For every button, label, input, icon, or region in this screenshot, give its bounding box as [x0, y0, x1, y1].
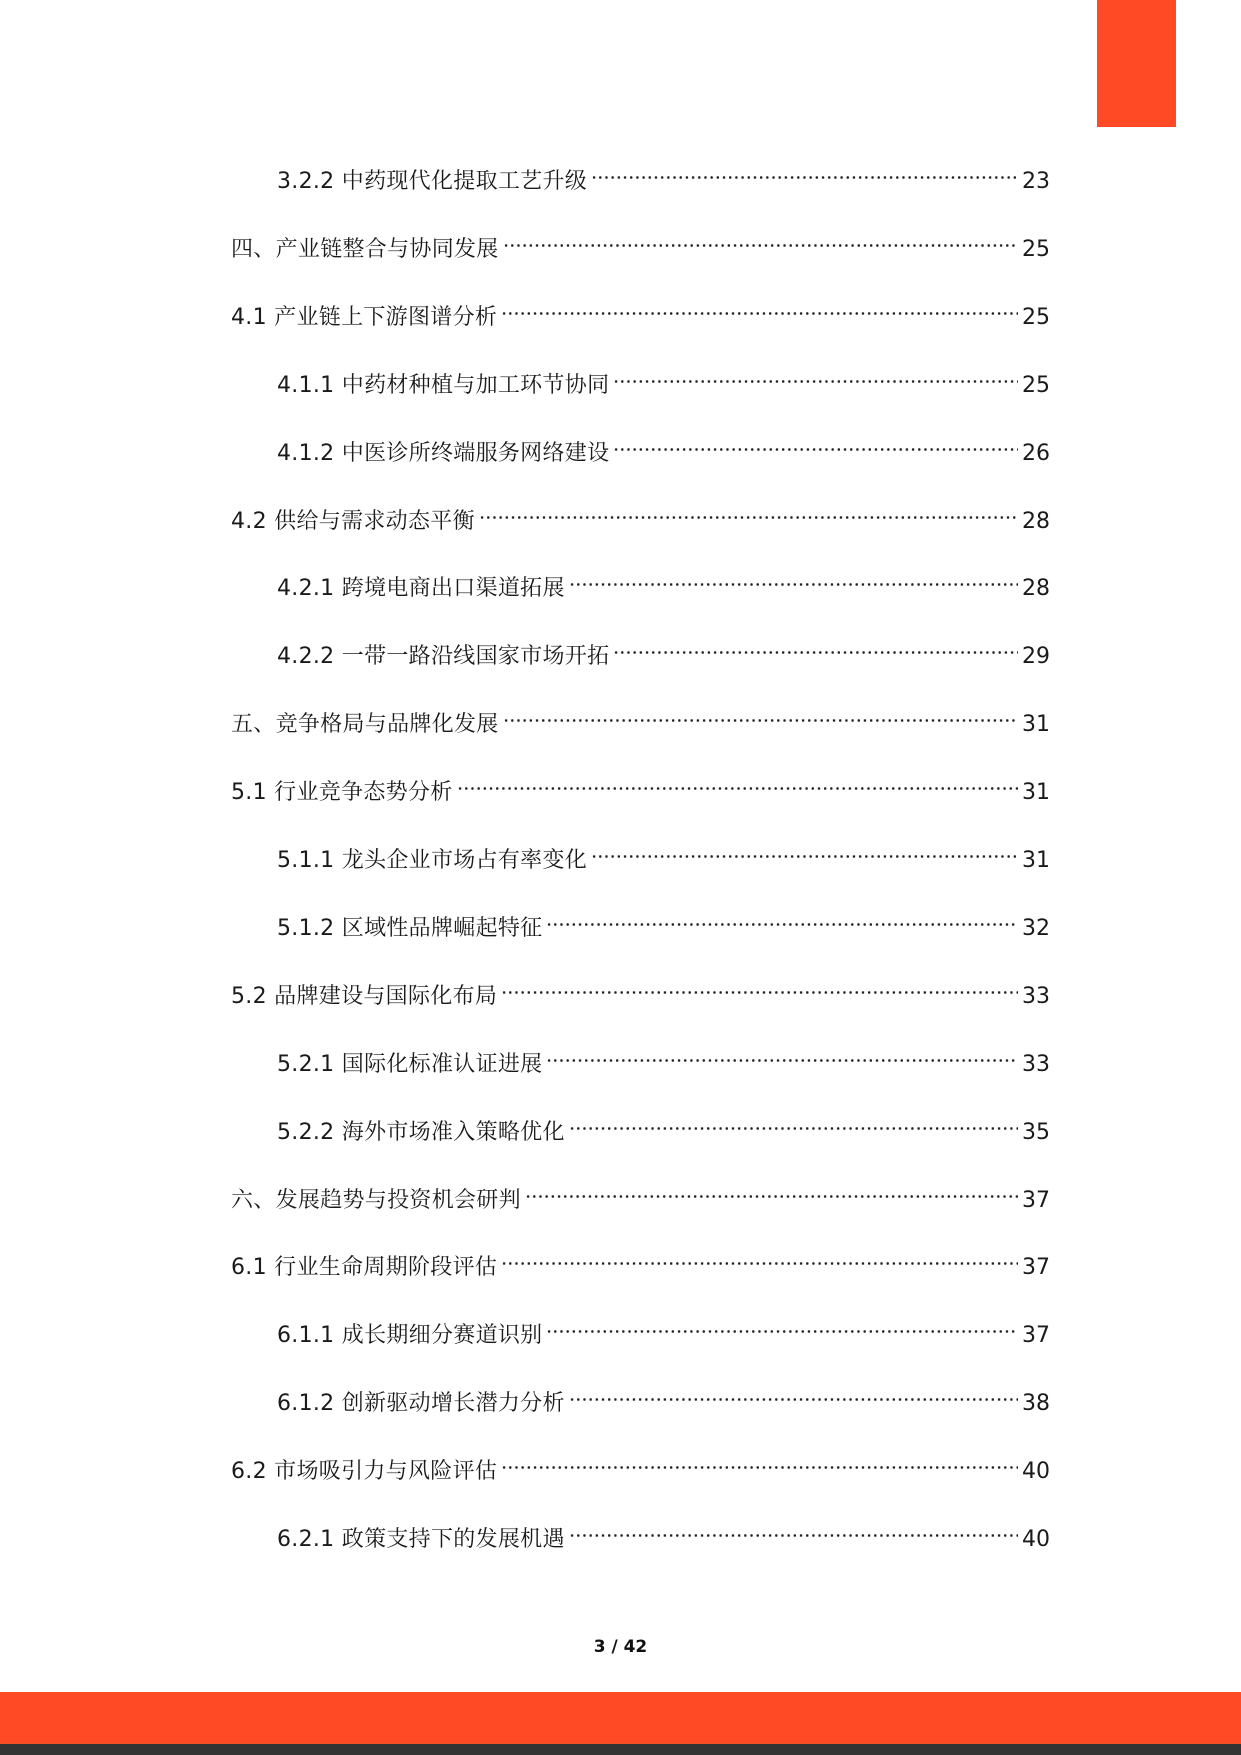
- toc-entry-page: 35: [1022, 1119, 1050, 1145]
- toc-entry[interactable]: [231, 967, 1050, 1009]
- dot-leader: [546, 899, 1018, 935]
- toc-entry-page: 28: [1022, 576, 1050, 602]
- toc-entry-page: 31: [1022, 848, 1050, 873]
- toc-entry-page: 33: [1022, 983, 1050, 1009]
- toc-entry-page: 31: [1022, 712, 1050, 738]
- toc-entry-page: 31: [1022, 780, 1050, 806]
- toc-entry[interactable]: [277, 356, 1050, 398]
- toc-entry-label: 4.1 产业链上下游图谱分析: [231, 304, 498, 330]
- toc-entry-page: 40: [1022, 1527, 1050, 1552]
- dot-leader: [569, 1103, 1018, 1139]
- toc-entry-page: 38: [1022, 1391, 1050, 1417]
- toc-entry-page: 25: [1022, 236, 1050, 262]
- dot-leader: [525, 1171, 1018, 1207]
- toc-entry-label: 6.1.2 创新驱动增长潜力分析: [277, 1391, 565, 1417]
- toc-entry-label: 6.1 行业生命周期阶段评估: [231, 1255, 498, 1281]
- dot-leader: [501, 288, 1018, 324]
- toc-entry-page: 40: [1022, 1459, 1050, 1485]
- toc-entry-page: 28: [1022, 508, 1050, 534]
- toc-entry-label: 5.1.2 区域性品牌崛起特征: [277, 915, 543, 941]
- toc-entry-page: 33: [1022, 1051, 1050, 1077]
- toc-entry-label: 6.2 市场吸引力与风险评估: [231, 1459, 498, 1485]
- toc-entry-page: 26: [1022, 440, 1050, 466]
- toc-entry[interactable]: [277, 424, 1050, 466]
- toc-entry-page: 25: [1022, 372, 1050, 398]
- toc-entry-label: 5.1 行业竞争态势分析: [231, 780, 453, 806]
- toc-entry-label: 五、竞争格局与品牌化发展: [231, 712, 499, 738]
- toc-entry[interactable]: [231, 220, 1050, 262]
- toc-entry[interactable]: [277, 559, 1050, 602]
- dot-leader: [503, 220, 1018, 256]
- toc-entry-page: 25: [1022, 304, 1050, 330]
- dot-leader: [479, 492, 1018, 528]
- toc-entry[interactable]: [231, 1238, 1050, 1281]
- toc-entry-label: 4.2 供给与需求动态平衡: [231, 508, 475, 534]
- toc-entry-label: 六、发展趋势与投资机会研判: [231, 1187, 521, 1213]
- dot-leader: [613, 627, 1018, 663]
- dot-leader: [503, 695, 1018, 731]
- toc-entry-label: 5.1.1 龙头企业市场占有率变化: [277, 848, 588, 873]
- toc-entry-label: 5.2.2 海外市场准入策略优化: [277, 1119, 565, 1145]
- toc-entry[interactable]: [277, 899, 1050, 941]
- toc-entry[interactable]: [231, 1171, 1050, 1213]
- dot-leader: [591, 831, 1018, 867]
- dot-leader: [501, 967, 1018, 1003]
- toc-entry[interactable]: [277, 152, 1050, 194]
- toc-entry-label: 6.1.1 成长期细分赛道识别: [277, 1323, 543, 1349]
- toc-entry-label: 4.1.2 中医诊所终端服务网络建设: [277, 440, 610, 466]
- toc-entry[interactable]: [231, 695, 1050, 738]
- toc-entry-page: 37: [1022, 1187, 1050, 1213]
- corner-accent-tab: [1097, 0, 1176, 127]
- toc-entry-label: 4.2.2 一带一路沿线国家市场开拓: [277, 644, 610, 670]
- page-indicator: 3 / 42: [593, 1637, 648, 1657]
- footer-accent-band: [0, 1692, 1241, 1745]
- toc-entry[interactable]: [277, 1035, 1050, 1077]
- toc-entry-label: 6.2.1 政策支持下的发展机遇: [277, 1527, 565, 1552]
- dot-leader: [501, 1442, 1018, 1478]
- dot-leader: [569, 1510, 1018, 1546]
- dot-leader: [501, 1238, 1018, 1274]
- toc-entry-label: 四、产业链整合与协同发展: [231, 236, 499, 262]
- dot-leader: [546, 1306, 1018, 1342]
- dot-leader: [569, 559, 1018, 595]
- toc-entry-label: 3.2.2 中药现代化提取工艺升级: [277, 169, 588, 194]
- dot-leader: [613, 356, 1018, 392]
- toc-entry[interactable]: [231, 763, 1050, 806]
- toc-entry[interactable]: [277, 831, 1050, 873]
- toc-entry-label: 4.2.1 跨境电商出口渠道拓展: [277, 576, 565, 602]
- toc-entry[interactable]: [277, 627, 1050, 670]
- dot-leader: [613, 424, 1018, 460]
- toc-entry-label: 5.2 品牌建设与国际化布局: [231, 983, 498, 1009]
- dot-leader: [591, 152, 1018, 188]
- toc-entry[interactable]: [277, 1510, 1050, 1552]
- toc-entry-page: 23: [1022, 169, 1050, 194]
- toc-entry[interactable]: [231, 288, 1050, 330]
- toc-entry-page: 29: [1022, 644, 1050, 670]
- toc-entry[interactable]: [231, 492, 1050, 534]
- dot-leader: [546, 1035, 1018, 1071]
- footer-dark-band: [0, 1744, 1241, 1755]
- toc-entry[interactable]: [277, 1374, 1050, 1417]
- dot-leader: [457, 763, 1018, 799]
- toc-entry-page: 37: [1022, 1255, 1050, 1281]
- toc-entry[interactable]: [231, 1442, 1050, 1485]
- toc-entry-page: 32: [1022, 915, 1050, 941]
- dot-leader: [569, 1374, 1018, 1410]
- toc-entry[interactable]: [277, 1306, 1050, 1349]
- toc-entry[interactable]: [277, 1103, 1050, 1145]
- toc-entry-label: 5.2.1 国际化标准认证进展: [277, 1051, 543, 1077]
- toc-entry-label: 4.1.1 中药材种植与加工环节协同: [277, 372, 610, 398]
- toc-entry-page: 37: [1022, 1323, 1050, 1349]
